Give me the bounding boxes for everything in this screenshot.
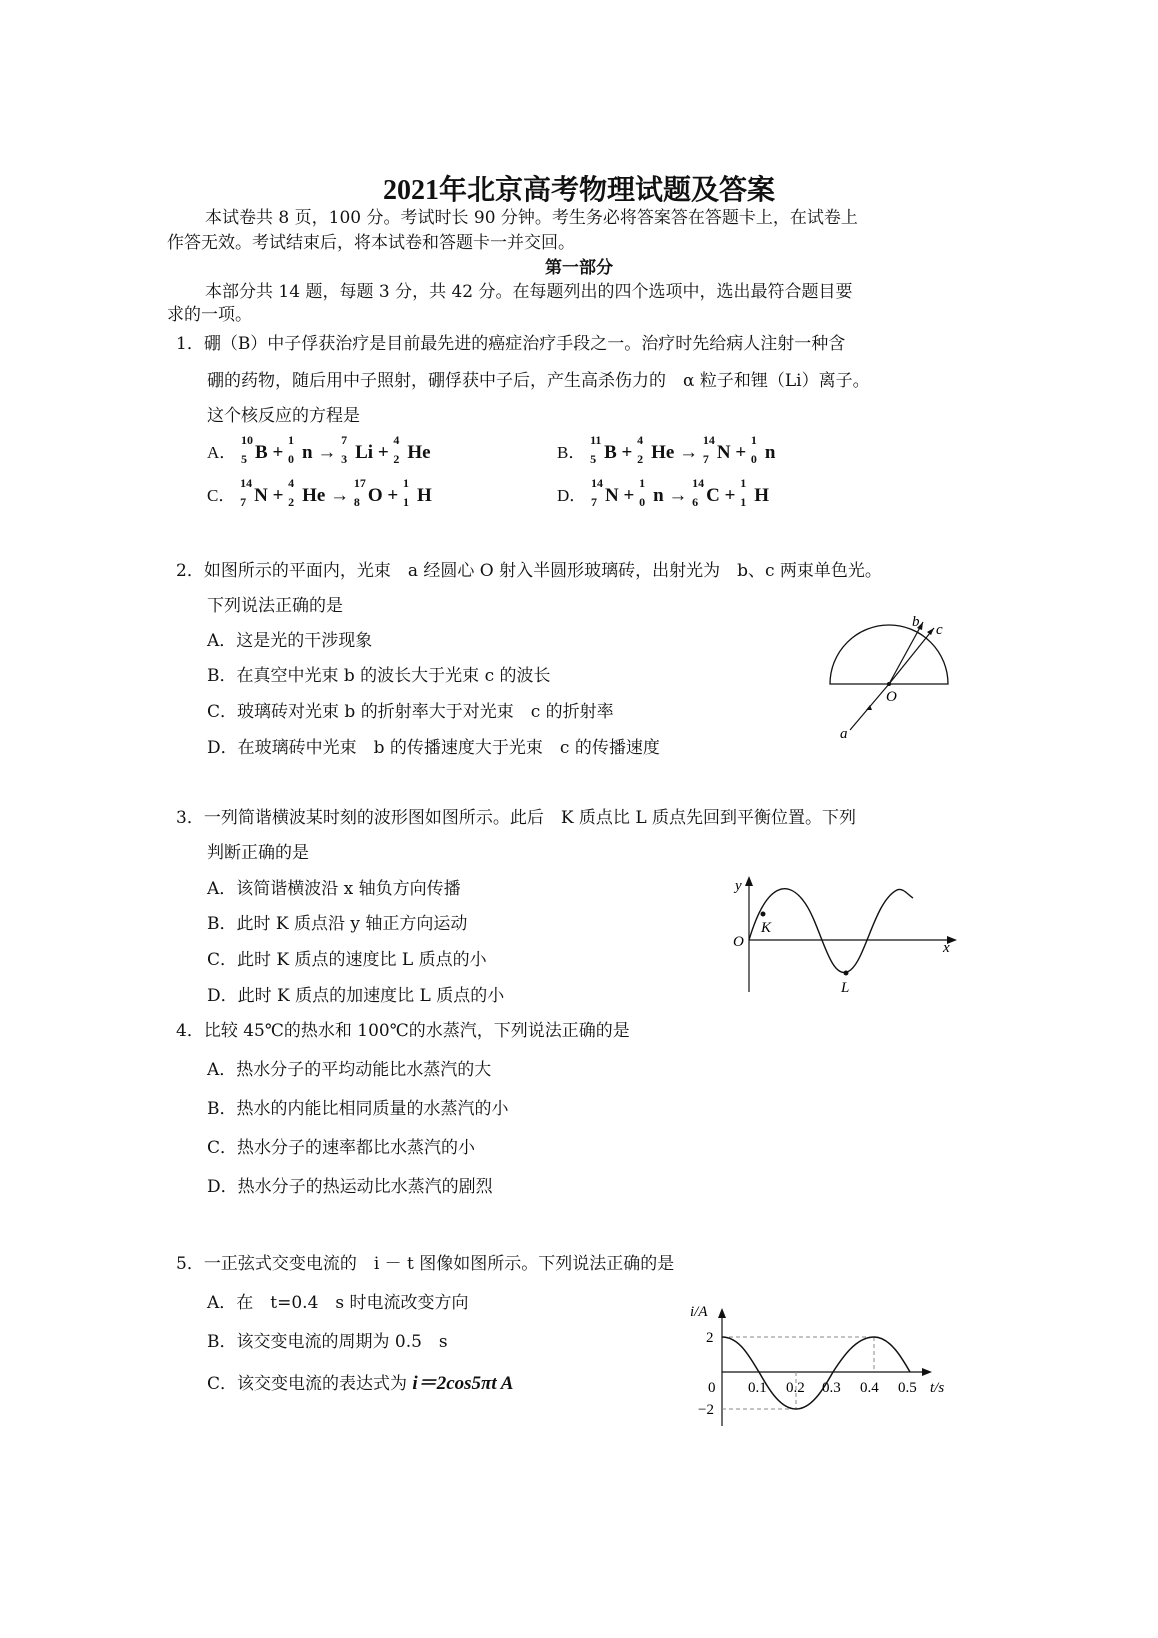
label-l: L <box>841 980 850 996</box>
q3-option-d: D．此时 K 质点的加速度比 L 质点的小 <box>207 986 505 1006</box>
tick-origin: 0 <box>708 1380 716 1396</box>
tick-x-0.2: 0.2 <box>786 1380 805 1396</box>
current-curve <box>722 1337 910 1409</box>
q1-option-b: B． 11 5 B + 4 2 He → 14 7 N + 1 0 n <box>557 433 776 466</box>
label-x: x <box>943 940 950 956</box>
label-c: c <box>936 622 943 638</box>
q2-line-2: 下列说法正确的是 <box>207 596 343 616</box>
q4-option-a: A．热水分子的平均动能比水蒸汽的大 <box>207 1060 492 1080</box>
q3-line-2: 判断正确的是 <box>207 843 309 863</box>
q1-option-d: D． 14 7 N + 1 0 n → 14 6 C + 1 1 H <box>557 476 770 509</box>
beam-b <box>889 622 923 684</box>
q3-option-b: B．此时 K 质点沿 y 轴正方向运动 <box>207 914 468 934</box>
q5-line-1: 5．一正弦式交变电流的 i － t 图像如图所示。下列说法正确的是 <box>176 1254 675 1274</box>
tick-x-0.3: 0.3 <box>822 1380 841 1396</box>
point-k <box>761 912 766 917</box>
q3-option-a: A．该简谐横波沿 x 轴负方向传播 <box>207 879 461 899</box>
q4-option-d: D．热水分子的热运动比水蒸汽的剧烈 <box>207 1177 493 1197</box>
q1-line-1: 1．硼（B）中子俘获治疗是目前最先进的癌症治疗手段之一。治疗时先给病人注射一种含 <box>176 334 846 354</box>
label-o: O <box>886 689 897 705</box>
q3-wave-figure <box>725 870 965 1000</box>
intro-line-2: 作答无效。考试结束后，将本试卷和答题卡一并交回。 <box>167 233 575 253</box>
q2-option-b: B．在真空中光束 b 的波长大于光束 c 的波长 <box>207 666 551 686</box>
q5-option-c-formula: i＝2cos5πt A <box>412 1373 514 1394</box>
q4-line-1: 4．比较 45℃的热水和 100℃的水蒸汽，下列说法正确的是 <box>176 1021 630 1041</box>
q5-option-b: B．该交变电流的周期为 0.5 s <box>207 1332 448 1352</box>
label-i: i/A <box>690 1304 708 1320</box>
tick-x-0.5: 0.5 <box>898 1380 917 1396</box>
label-y: y <box>735 878 742 894</box>
label-origin: O <box>733 934 744 950</box>
center-point <box>887 682 891 686</box>
q1-line-3: 这个核反应的方程是 <box>207 406 360 426</box>
q2-option-d: D．在玻璃砖中光束 b 的传播速度大于光束 c 的传播速度 <box>207 738 660 758</box>
q1-line-2: 硼的药物，随后用中子照射，硼俘获中子后，产生高杀伤力的 α 粒子和锂（Li）离子。 <box>207 371 870 391</box>
part-title: 第一部分 <box>545 258 613 278</box>
tick-x-0.1: 0.1 <box>748 1380 767 1396</box>
tick-y-neg2: −2 <box>698 1402 714 1418</box>
q5-option-c-text: C．该交变电流的表达式为 <box>207 1374 408 1394</box>
q2-line-1: 2．如图所示的平面内，光束 a 经圆心 O 射入半圆形玻璃砖，出射光为 b、c 两束单色光。 <box>176 561 882 581</box>
tick-x-0.4: 0.4 <box>860 1380 879 1396</box>
beam-c-arrow <box>927 628 934 635</box>
tick-y-2: 2 <box>706 1330 714 1346</box>
q1-option-c: C． 14 7 N + 4 2 He → 17 8 O + 1 1 H <box>207 476 432 509</box>
page-title: 2021年北京高考物理试题及答案 <box>382 175 775 206</box>
label-k: K <box>761 920 772 936</box>
beam-c <box>889 628 934 684</box>
i-axis-arrow <box>718 1308 726 1318</box>
q5-option-a: A．在 t=0.4 s 时电流改变方向 <box>207 1293 469 1313</box>
part-desc-2: 求的一项。 <box>167 305 252 325</box>
part-desc-1: 本部分共 14 题，每题 3 分，共 42 分。在每题列出的四个选项中，选出最符合题目要 <box>205 282 853 302</box>
y-axis-arrow <box>745 876 753 886</box>
q2-option-a: A．这是光的干涉现象 <box>207 631 373 651</box>
label-b: b <box>912 614 920 630</box>
q2-glass-brick-figure <box>820 610 960 745</box>
q1-option-a: A． 10 5 B + 1 0 n → 7 3 Li + 4 2 He <box>207 433 431 466</box>
intro-line-1: 本试卷共 8 页，100 分。考试时长 90 分钟。考生务必将答案答在答题卡上，在试卷上 <box>205 208 858 228</box>
label-t: t/s <box>930 1380 945 1396</box>
q3-line-1: 3．一列简谐横波某时刻的波形图如图所示。此后 K 质点比 L 质点先回到平衡位置。下列 <box>176 808 857 828</box>
label-a: a <box>840 726 848 742</box>
point-l <box>844 971 849 976</box>
wave-curve <box>749 889 913 973</box>
q2-option-c: C．玻璃砖对光束 b 的折射率大于对光束 c 的折射率 <box>207 702 614 722</box>
q4-option-b: B．热水的内能比相同质量的水蒸汽的小 <box>207 1099 509 1119</box>
q4-option-c: C．热水分子的速率都比水蒸汽的小 <box>207 1138 476 1158</box>
q3-option-c: C．此时 K 质点的速度比 L 质点的小 <box>207 950 487 970</box>
q5-option-c <box>207 1368 513 1395</box>
t-axis-arrow <box>922 1368 932 1376</box>
q5-current-graph <box>690 1300 980 1430</box>
